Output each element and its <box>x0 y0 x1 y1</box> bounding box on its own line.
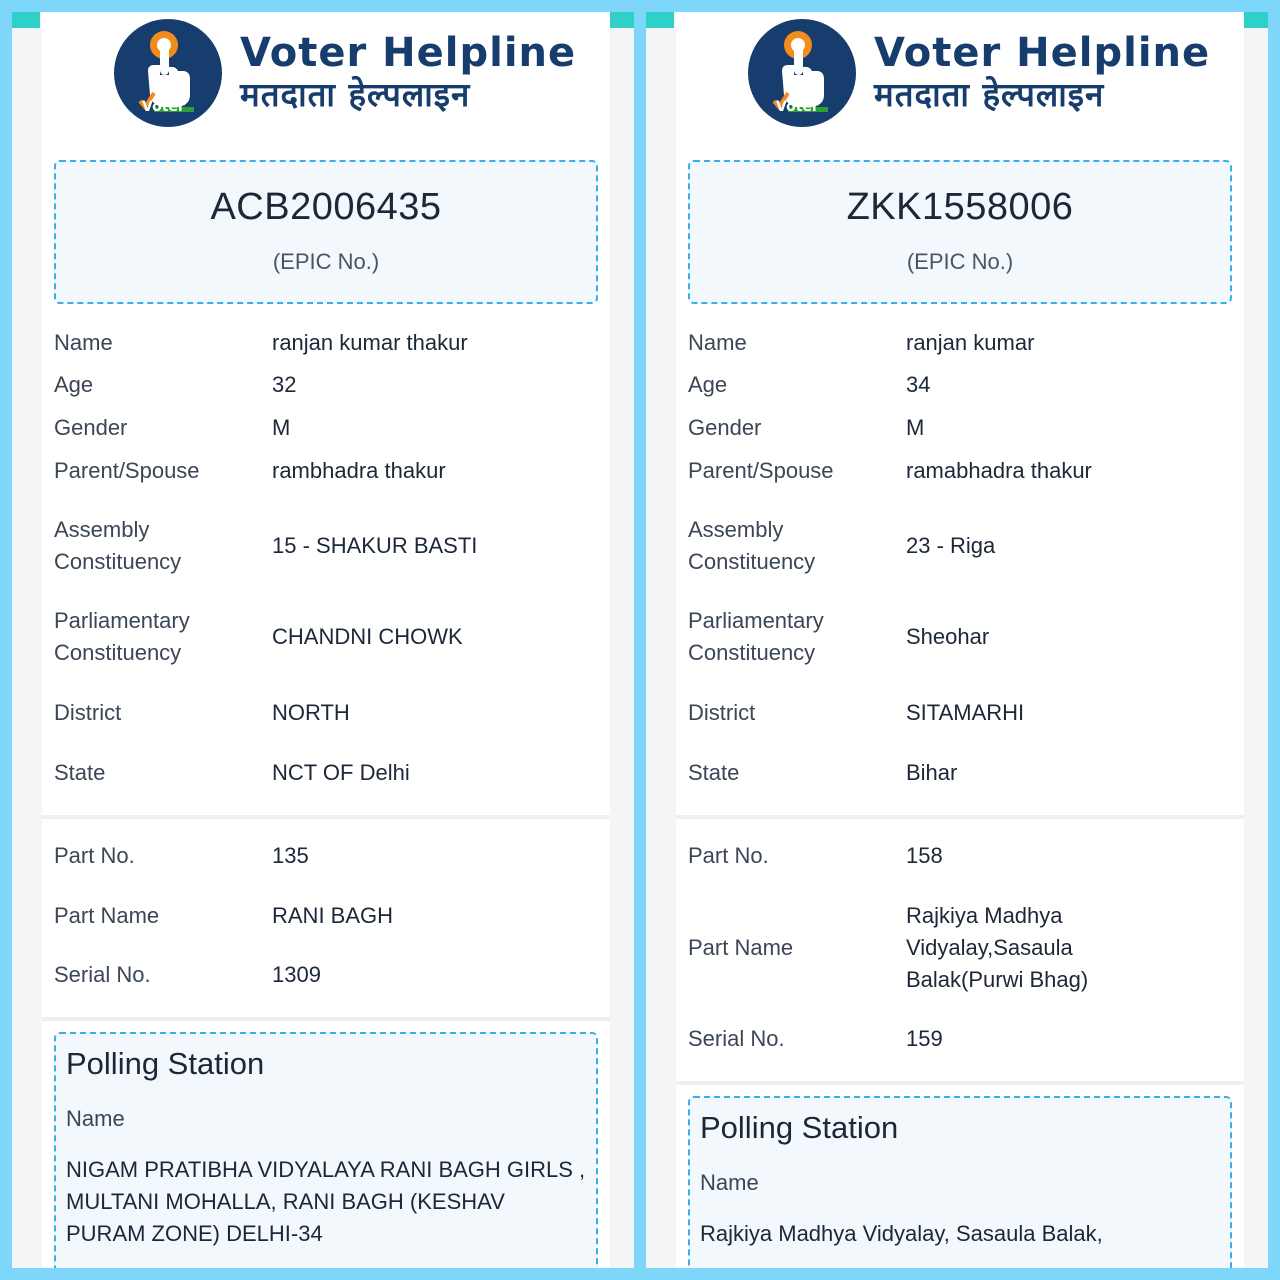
field-value: M <box>906 415 925 440</box>
field-label: Age <box>54 372 94 397</box>
polling-station-title: Polling Station <box>700 1110 899 1145</box>
card-sheet <box>42 12 610 1268</box>
field-value: Sheohar <box>906 624 990 649</box>
field-label: Name <box>688 330 747 355</box>
field-value: 34 <box>906 372 931 397</box>
field-label: State <box>688 760 740 785</box>
polling-station-name-label: Name <box>700 1170 759 1195</box>
field-label: Name <box>54 330 113 355</box>
section-divider <box>42 1017 610 1021</box>
voter-helpline-logo <box>114 19 222 127</box>
field-label: District <box>54 700 122 725</box>
field-value: NORTH <box>272 700 350 725</box>
field-value: 32 <box>272 372 297 397</box>
field-label: Assembly Constituency <box>54 517 182 574</box>
voter-helpline-logo <box>748 19 856 127</box>
field-label: Part Name <box>688 935 794 960</box>
app-title-hindi: मतदाता हेल्पलाइन <box>240 75 471 114</box>
field-value: M <box>272 415 291 440</box>
field-label: Assembly Constituency <box>688 517 816 574</box>
field-label: Parliamentary Constituency <box>688 608 824 665</box>
corner-accent <box>1240 12 1268 28</box>
polling-station-box <box>688 1096 1232 1268</box>
field-label: Serial No. <box>54 962 151 987</box>
field-value: 15 - SHAKUR BASTI <box>272 533 478 558</box>
voter-card-left <box>12 12 634 1268</box>
corner-accent <box>646 12 674 28</box>
logo-text: Voter <box>776 99 819 115</box>
epic-box <box>54 160 598 304</box>
section-divider <box>676 815 1244 819</box>
field-label: State <box>54 760 106 785</box>
app-title-english: Voter Helpline <box>240 30 577 76</box>
field-label: Parent/Spouse <box>54 458 200 483</box>
epic-number: ACB2006435 <box>210 186 442 228</box>
voter-card-right <box>646 12 1268 1268</box>
field-label: Parliamentary Constituency <box>54 608 190 665</box>
field-label: Part Name <box>54 903 160 928</box>
corner-accent <box>606 12 634 28</box>
epic-label: (EPIC No.) <box>272 249 380 274</box>
polling-station-name-label: Name <box>66 1106 125 1131</box>
field-value: SITAMARHI <box>906 700 1025 725</box>
field-value: NCT OF Delhi <box>272 760 410 785</box>
field-value: RANI BAGH <box>272 903 394 928</box>
field-value: Rajkiya Madhya Vidyalay,Sasaula Balak(Purwi Bhag) <box>906 903 1089 992</box>
epic-label: (EPIC No.) <box>906 249 1014 274</box>
polling-station-title: Polling Station <box>66 1046 265 1081</box>
app-title-hindi: मतदाता हेल्पलाइन <box>874 75 1105 114</box>
field-value: 135 <box>272 843 309 868</box>
polling-station-name-value: NIGAM PRATIBHA VIDYALAYA RANI BAGH GIRLS , MULTANI MOHALLA, RANI BAGH (KESHAV PURAM ZONE) DELHI-34 <box>66 1157 586 1246</box>
field-label: Gender <box>688 415 762 440</box>
field-label: Parent/Spouse <box>688 458 834 483</box>
field-value: ramabhadra thakur <box>906 458 1092 483</box>
card-sheet <box>676 12 1244 1268</box>
brand-header <box>114 18 576 128</box>
field-label: Serial No. <box>688 1026 785 1051</box>
field-value: rambhadra thakur <box>272 458 446 483</box>
app-title-english: Voter Helpline <box>874 30 1211 76</box>
field-value: 1309 <box>272 962 321 987</box>
section-divider <box>42 815 610 819</box>
field-value: CHANDNI CHOWK <box>272 624 463 649</box>
brand-header <box>748 18 1210 128</box>
field-value: 159 <box>906 1026 943 1051</box>
field-label: District <box>688 700 756 725</box>
section-divider <box>676 1081 1244 1085</box>
epic-number: ZKK1558006 <box>846 186 1074 228</box>
field-label: Part No. <box>688 843 769 868</box>
corner-accent <box>12 12 40 28</box>
polling-station-box <box>54 1032 598 1268</box>
field-label: Age <box>688 372 728 397</box>
polling-station-name-value: Rajkiya Madhya Vidyalay, Sasaula Balak, <box>700 1221 1103 1246</box>
field-value: 158 <box>906 843 943 868</box>
epic-box <box>688 160 1232 304</box>
logo-text: Voter <box>142 99 185 115</box>
field-value: Bihar <box>906 760 958 785</box>
field-label: Part No. <box>54 843 135 868</box>
field-value: ranjan kumar thakur <box>272 330 468 355</box>
field-value: ranjan kumar <box>906 330 1035 355</box>
field-value: 23 - Riga <box>906 533 996 558</box>
field-label: Gender <box>54 415 128 440</box>
